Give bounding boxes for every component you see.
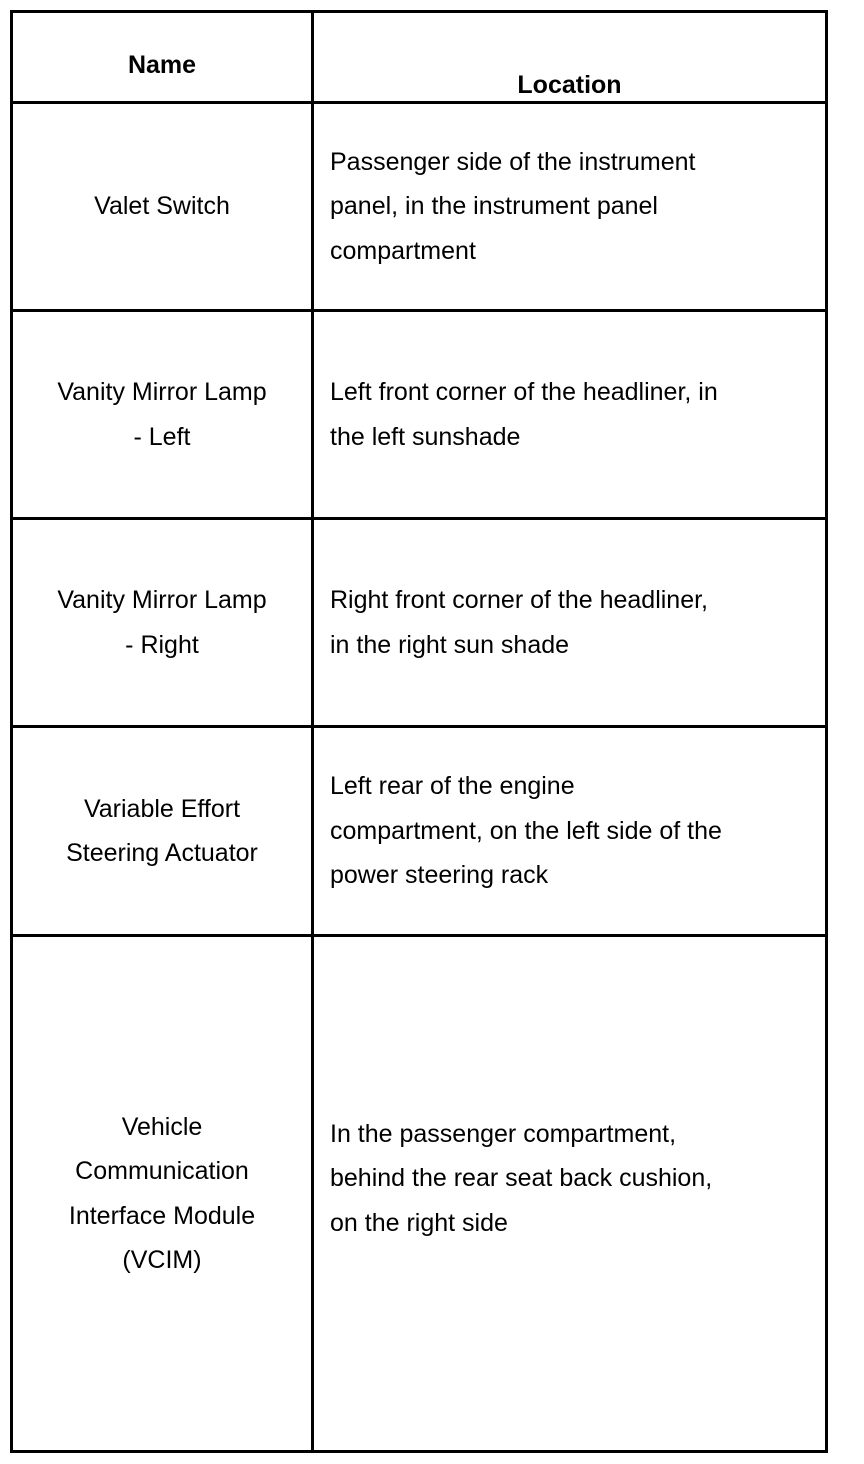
location-line: on the right side: [330, 1208, 508, 1237]
name-line: Communication: [75, 1157, 249, 1185]
location-line: Passenger side of the instrument: [330, 147, 696, 176]
name-cell: [13, 520, 311, 725]
name-line: Vanity Mirror Lamp: [57, 378, 267, 406]
location-line: compartment: [330, 236, 476, 265]
name-line: - Right: [125, 630, 199, 659]
name-line: - Left: [133, 422, 191, 451]
location-cell: [314, 728, 825, 934]
location-line: In the passenger compartment,: [330, 1119, 677, 1148]
location-cell: [314, 937, 825, 1450]
location-line: Left front corner of the headliner, in: [330, 378, 718, 406]
location-line: in the right sun shade: [330, 630, 570, 659]
location-cell: [314, 312, 825, 517]
location-line: behind the rear seat back cushion,: [330, 1164, 713, 1193]
name-line: Vanity Mirror Lamp: [57, 586, 267, 614]
table-row: [13, 104, 825, 312]
name-line: Interface Module: [68, 1201, 256, 1230]
name-cell: [13, 728, 311, 934]
location-line: panel, in the instrument panel: [330, 192, 658, 221]
name-line: Steering Actuator: [66, 839, 258, 867]
table-row: [13, 937, 825, 1450]
location-line: the left sunshade: [330, 422, 521, 451]
table-row: [13, 312, 825, 520]
location-cell: [314, 104, 825, 309]
name-line: Variable Effort: [83, 794, 241, 823]
location-cell: [314, 520, 825, 725]
location-line: Right front corner of the headliner,: [330, 586, 709, 614]
table-row: [13, 728, 825, 937]
location-line: compartment, on the left side of the: [330, 816, 722, 845]
name-line: Vehicle: [121, 1112, 203, 1141]
table-row: [13, 520, 825, 728]
component-location-table: [10, 10, 828, 1453]
header-location: Location: [517, 71, 622, 99]
name-line: Valet Switch: [94, 192, 230, 221]
name-cell: [13, 312, 311, 517]
name-cell: [13, 104, 311, 309]
table-header-row: [13, 13, 825, 104]
header-name: Name: [127, 51, 197, 79]
name-line: (VCIM): [122, 1246, 202, 1274]
location-line: power steering rack: [330, 861, 549, 890]
name-cell: [13, 937, 311, 1450]
location-line: Left rear of the engine: [330, 772, 575, 801]
